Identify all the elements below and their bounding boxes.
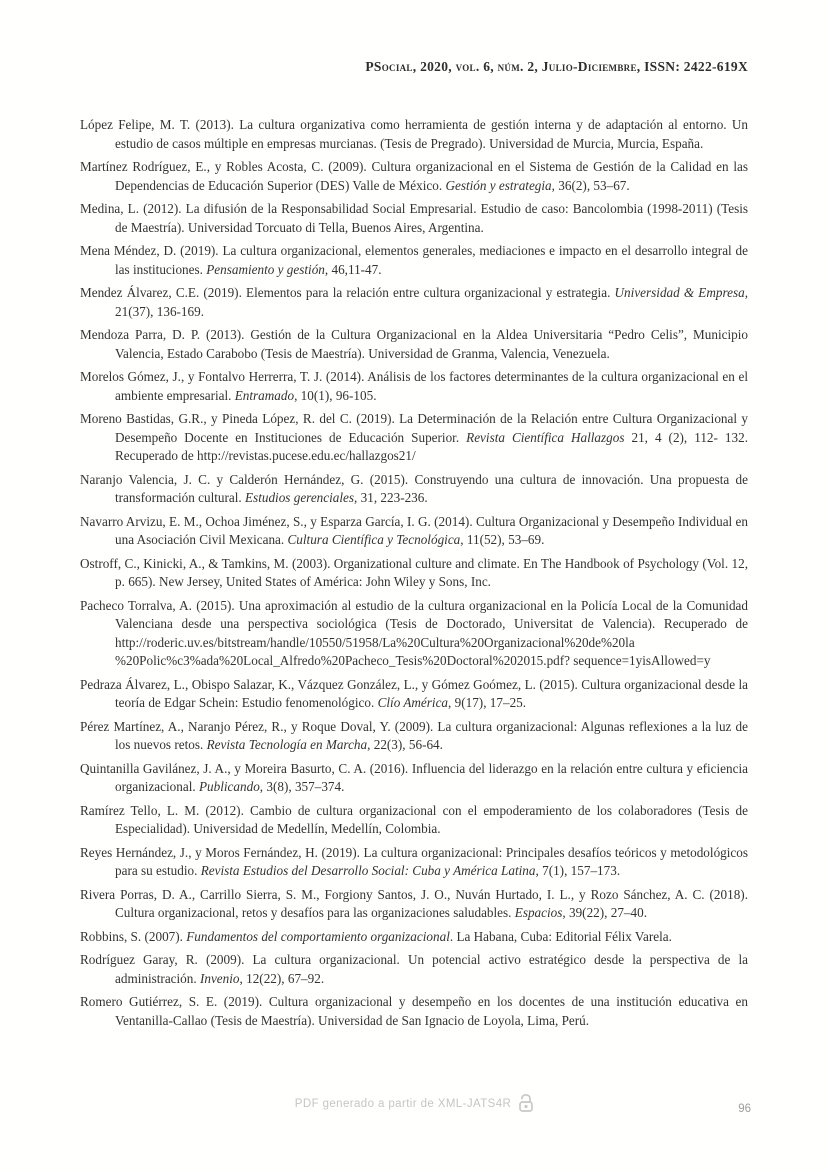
reference-entry — [80, 555, 748, 592]
reference-entry — [80, 928, 748, 947]
reference-text: , 12(22), 67–92. — [239, 970, 325, 986]
reference-entry — [80, 718, 748, 755]
reference-text: . La Habana, Cuba: Editorial Félix Varela. — [449, 928, 672, 944]
reference-text: Pacheco Torralva, A. (2015). Una aproximación al estudio de la cultura organizacional en la Policía Local de la Comunidad Valenciana desde una perspectiva sociológica (Tesis de Doctorado, Universitat de Valencia). Recuperado de http://roderic.uv.es/bitstream/handle/10550/51958/La%20Cultura%20Organizacional%20de%20la %20Polic%c3%ada%20Local_Alfredo%20Pacheco_Tesis%20Doctoral%202015.pdf? sequence=1yisAllowed=y — [80, 597, 748, 668]
page-number: 96 — [738, 1103, 751, 1115]
references-list — [80, 116, 748, 1035]
reference-text: , 3(8), 357–374. — [259, 779, 345, 794]
reference-text: , 9(17), 17–25. — [448, 695, 527, 710]
reference-text: Rivera Porras, D. A., Carrillo Sierra, S. M., Forgiony Santos, J. O., Nuván Hurtado, I. L., y Rozo Sánchez, A. C. (2018). Cultura organizacional, retos y desafíos para las organizaciones saludables. — [80, 886, 748, 920]
reference-text: , 11(52), 53–69. — [460, 532, 545, 547]
reference-text: Romero Gutiérrez, S. E. (2019). Cultura organizacional y desempeño en los docentes de una institución educativa en Ventanilla-Callao (Tesis de Maestría). Universidad de San Ignacio de Loyola, Lima, Perú. — [80, 994, 748, 1028]
journal-header — [80, 59, 748, 75]
reference-text: Pedraza Álvarez, L., Obispo Salazar, K., Vázquez González, L., y Gómez Goómez, L. (2015). Cultura organizacional desde la teoría de Edgar Schein: Estudio fenomenológico. — [80, 676, 748, 710]
reference-journal-title: Revista Científica Hallazgos — [466, 429, 625, 445]
reference-text: Robbins, S. (2007). — [80, 928, 187, 944]
reference-journal-title: Invenio — [199, 970, 240, 986]
reference-text: Mendez Álvarez, C.E. (2019). Elementos para la relación entre cultura organizacional y estrategia. — [80, 285, 615, 300]
reference-text: Martínez Rodríguez, E., y Robles Acosta, C. (2009). Cultura organizacional en el Sistema de Gestión de la Calidad en las Dependencias de Educación Superior (DES) Valle de México. — [80, 159, 748, 193]
reference-entry — [80, 158, 748, 195]
reference-entry — [80, 326, 748, 363]
reference-text: Mena Méndez, D. (2019). La cultura organizacional, elementos generales, mediaciones e impacto en el desarrollo integral de las instituciones. — [80, 243, 748, 277]
reference-entry — [80, 513, 748, 550]
open-access-lock-icon — [519, 1094, 533, 1112]
reference-text: , 31, 223-236. — [354, 490, 428, 505]
reference-entry — [80, 993, 748, 1030]
reference-text: Pérez Martínez, A., Naranjo Pérez, R., y Roque Doval, Y. (2009). La cultura organizacional: Algunas reflexiones a la luz de los nuevos retos. — [80, 718, 748, 752]
reference-entry — [80, 200, 748, 237]
reference-text: Ramírez Tello, L. M. (2012). Cambio de cultura organizacional con el empoderamiento de los colaboradores (Tesis de Especialidad). Universidad de Medellín, Medellín, Colombia. — [80, 802, 748, 836]
reference-journal-title: Revista Estudios del Desarrollo Social: Cuba y América Latina — [200, 863, 536, 878]
reference-text: Navarro Arvizu, E. M., Ochoa Jiménez, S., y Esparza García, I. G. (2014). Cultura Organizacional y Desempeño Individual en una Asociación Civil Mexicana. — [80, 513, 748, 547]
reference-journal-title: Publicando — [198, 779, 260, 794]
reference-text: Quintanilla Gavilánez, J. A., y Moreira Basurto, C. A. (2016). Influencia del liderazgo en la relación entre cultura y eficiencia organizacional. — [80, 760, 748, 794]
reference-text: López Felipe, M. T. (2013). La cultura organizativa como herramienta de gestión interna y de adaptación al entorno. Un estudio de casos múltiple en empresas murcianas. (Tesis de Pregrado). Universidad de Murcia, Murcia, España. — [80, 117, 748, 151]
reference-journal-title: Clío América — [377, 695, 449, 710]
reference-journal-title: Gestión y estrategia — [445, 177, 552, 193]
reference-journal-title: Entramado — [234, 387, 295, 403]
reference-entry — [80, 410, 748, 466]
reference-journal-title: Pensamiento y gestión — [206, 261, 325, 277]
reference-text: , 39(22), 27–40. — [562, 905, 648, 920]
reference-journal-title: Universidad & Empresa — [614, 285, 745, 300]
reference-entry — [80, 951, 748, 988]
reference-text: Moreno Bastidas, G.R., y Pineda López, R. del C. (2019). La Determinación de la Relación entre Cultura Organizacional y Desempeño Docente en Instituciones de Educación Superior. — [80, 411, 748, 445]
reference-text: , 22(3), 56-64. — [367, 737, 443, 752]
reference-text: , 36(2), 53–67. — [551, 177, 630, 193]
reference-text: Mendoza Parra, D. P. (2013). Gestión de la Cultura Organizacional en la Aldea Universitaria “Pedro Celis”, Municipio Valencia, Estado Carabobo (Tesis de Maestría). Universidad de Granma, Valencia, Venezuela. — [80, 327, 748, 361]
reference-text: Morelos Gómez, J., y Fontalvo Herrerra, T. J. (2014). Análisis de los factores determinantes de la cultura organizacional en el ambiente empresarial. — [80, 369, 748, 403]
reference-entry — [80, 597, 748, 671]
reference-journal-title: Espacios — [514, 905, 563, 920]
reference-entry — [80, 116, 748, 153]
reference-entry — [80, 242, 748, 279]
reference-text: Ostroff, C., Kinicki, A., & Tamkins, M. (2003). Organizational culture and climate. En The Handbook of Psychology (Vol. 12, p. 665). New Jersey, United States of América: John Wiley y Sons, Inc. — [80, 555, 748, 589]
reference-journal-title: Revista Tecnología en Marcha — [206, 737, 368, 752]
reference-text: , 10(1), 96-105. — [294, 387, 377, 403]
reference-entry — [80, 471, 748, 508]
generator-note: PDF generado a partir de XML-JATS4R — [294, 1098, 512, 1110]
reference-text: , 46,11-47. — [324, 261, 382, 277]
journal-citation: PSocial, 2020, vol. 6, núm. 2, Julio-Diciembre, ISSN: 2422-619X — [365, 59, 748, 74]
reference-entry — [80, 802, 748, 839]
reference-entry — [80, 886, 748, 923]
reference-entry — [80, 284, 748, 321]
reference-text: Naranjo Valencia, J. C. y Calderón Hernández, G. (2015). Construyendo una cultura de innovación. Una propuesta de transformación cultural. — [80, 471, 748, 505]
reference-entry — [80, 676, 748, 713]
reference-text: 21, 4 (2), 112- 132. Recuperado de http://revistas.pucese.edu.ec/hallazgos21/ — [115, 429, 748, 463]
page-footer — [0, 1096, 828, 1112]
reference-entry — [80, 760, 748, 797]
reference-entry — [80, 368, 748, 405]
reference-text: , 21(37), 136-169. — [115, 285, 748, 319]
reference-text: , 7(1), 157–173. — [535, 863, 621, 878]
reference-text: Reyes Hernández, J., y Moros Fernández, H. (2019). La cultura organizacional: Principales desafíos teóricos y metodológicos para su estudio. — [80, 844, 748, 878]
reference-journal-title: Estudios gerenciales — [245, 490, 355, 505]
reference-text: Medina, L. (2012). La difusión de la Responsabilidad Social Empresarial. Estudio de caso: Bancolombia (1998-2011) (Tesis de Maestría). Universidad Torcuato di Tella, Buenos Aires, Argentina. — [80, 201, 748, 235]
reference-journal-title: Cultura Científica y Tecnológica — [287, 532, 461, 547]
reference-text: Rodríguez Garay, R. (2009). La cultura organizacional. Un potencial activo estratégico desde la perspectiva de la administración. — [80, 952, 748, 986]
reference-journal-title: Fundamentos del comportamiento organizacional — [186, 928, 450, 944]
reference-entry — [80, 844, 748, 881]
